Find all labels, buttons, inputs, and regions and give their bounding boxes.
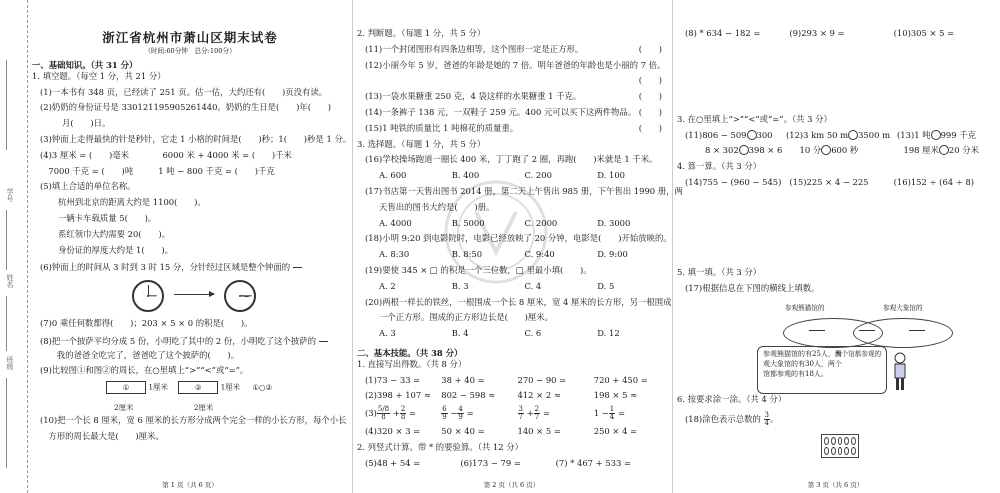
compare-blank[interactable]: ①○② [252,382,273,392]
option-d[interactable]: D. 5 [597,280,615,291]
question-heading: 4. 算一算。（共 3 分） [677,161,762,172]
question-text: (3)钟面上走得最快的针是秒针，它走 1 小格的时间是( )秒；1( )秒是 1 分。 [40,133,352,144]
info-bubble: 参观熊猫馆的有25人，参 观大象馆的有30人，两个 馆都参观的有18人。 [757,346,887,394]
calc-item: 38 + 40 = [441,374,485,385]
binding-line [6,296,7,351]
question-heading: 3. 选择题。（每题 1 分，共 5 分） [357,138,486,149]
calc-item: (8) * 634 − 182 = [685,28,761,38]
question-text: (16)学校操场跑道一圈长 400 米，丁丁跑了 2 圈，再跑( )米就是 1 千米。 [365,154,658,165]
judge-item [357,123,670,139]
compare-circle[interactable] [939,145,949,155]
option-c[interactable]: C. 2000 [524,217,558,228]
calc-item: (6)173 − 79 = [460,457,521,468]
perimeter-figure [32,381,348,403]
binding-line [6,210,7,270]
student-id-label: 学号 [6,188,14,202]
vertical-calc-row [357,458,670,474]
calc-item: (5)48 + 54 = [365,457,421,468]
option-a[interactable]: A. 2 [379,280,396,291]
question-text: (17)根据信息在下图的横线上填数。 [685,282,820,293]
question-text: 方形的周长最大是( )厘米。 [40,431,164,442]
blank-fraction[interactable] [319,334,328,349]
calc-item: (9)293 × 9 = [789,28,845,38]
question-text: (20)两根一样长的铁丝，一根围成一个长 8 厘米，宽 4 厘米的长方形，另一根围成 [365,296,672,307]
question-text: (19)要使 345 × □ 的积是一个三位数，□ 里最小填( )。 [365,264,592,275]
width-label: 1厘米 [220,382,241,392]
compare-circle[interactable] [747,130,757,140]
answer-paren[interactable]: ( ) [638,122,662,133]
question-text: 天售出的图书大约是( )册。 [379,201,495,212]
option-c[interactable]: C. 9:40 [524,249,555,260]
page-2 [352,0,683,493]
compare-left: (11)806 − 509 [685,129,747,140]
width-label: 1厘米 [148,382,168,392]
question-heading: 6. 按要求涂一涂。（共 4 分） [677,394,787,404]
compare-right: 600 秒 [831,145,859,156]
question-text: (7)0 乘任何数都得( )；203 × 5 × 0 的积是( )。 [40,318,253,329]
venn-label-right: 参观大象馆的 [883,304,923,312]
question-text: (18)涂色表示总数的 [685,414,761,424]
calc-item: 1 − $\frac{1}{4}$ = [593,405,625,422]
question-text: 杭州到北京的距离大约是 1100( )。 [58,197,206,208]
question-text: (5)填上合适的单位名称。 [40,181,136,192]
exam-subtitle: （时间:60分钟 总分:100分） [144,47,236,56]
option-d[interactable]: D. 12 [597,328,620,339]
clock-end-icon [224,280,256,312]
question-text: 7000 千克 = ( )吨 1 吨 − 800 千克 = ( )千克 [40,165,275,176]
circle-grid[interactable] [821,434,859,458]
judge-item [357,44,670,60]
blank-both[interactable] [859,330,875,331]
option-b[interactable]: B. 400 [451,170,480,181]
calc-item: 50 × 40 = [441,426,485,437]
question-text: 我的爸爸全吃完了，爸爸吃了这个披萨的( )。 [40,349,240,360]
compare-left: (13)1 吨 [897,129,931,140]
calc-item: (7) * 467 + 533 = [555,457,631,468]
page-footer: 第 3 页（共 6 页） [807,480,864,489]
calc-item: 270 − 90 = [517,374,567,385]
option-d[interactable]: D. 3000 [597,217,631,228]
answer-paren[interactable]: ( ) [638,91,662,102]
calc-item: (3) $\frac{5/8}{8}$ + $\frac{2}{8}$ = [365,405,417,422]
option-b[interactable]: B. 5000 [451,217,485,228]
class-label: 班级 [6,356,14,370]
question-text: 月( )日。 [62,118,111,129]
option-b[interactable]: B. 3 [451,280,469,291]
option-a[interactable]: A. 600 [379,170,407,181]
height-label: 2厘米 [114,403,134,413]
option-c[interactable]: C. 200 [524,170,552,181]
calc-item: 250 × 4 = [593,426,638,437]
judge-item [357,107,670,123]
binding-line [6,378,7,468]
calc-item: 412 × 2 ≈ [517,390,561,401]
blank-elephant-only[interactable] [909,330,925,331]
page-footer: 第 2 页（共 6 页） [483,480,540,489]
height-label: 2厘米 [193,403,214,413]
compare-circle[interactable] [931,130,941,140]
options-row [357,281,670,297]
calc-row [357,426,670,442]
calc-item: (1)73 − 33 = [365,374,421,385]
option-a[interactable]: A. 8:30 [379,249,410,260]
calc-item: 720 + 450 = [593,374,648,385]
blank-fraction[interactable] [293,260,302,275]
compare-left: 10 分 [799,145,822,156]
options-row [357,170,670,186]
question-text: (14)一条裤子 138 元，一双鞋子 259 元。400 元可以买下这两件物品。 [365,106,637,117]
calc-row-fractions [357,406,670,426]
question-text: (10)把一个长 8 厘米，宽 6 厘米的长方形分成两个完全一样的小长方形，每个小长 [40,415,347,426]
calc-item: (2)398 + 107 ≈ [365,390,431,401]
question-text: (17)书店第一天售出图书 2014 册，第二天上午售出 985 册，下午售出 1990 册，两 [365,185,683,196]
compare-right: 999 千克 [940,129,976,140]
calc-item: (16)152 ÷ (64 ÷ 8) [893,176,975,187]
binding-margin [0,0,28,493]
question-text: (11)一个封闭图形有四条边相等，这个图形一定是正方形。 [365,43,584,54]
question-text: (18)小明 9:20 到电影院时，电影已经放映了 20 分钟，电影是( )开始放映的。 [365,233,672,244]
question-heading: 2. 判断题。（每题 1 分，共 5 分） [357,28,486,38]
option-b[interactable]: B. 8:50 [451,249,483,260]
blank-panda-only[interactable] [809,330,825,331]
question-text: 一个正方形。围成的正方形边长是( )厘米。 [379,312,554,323]
compare-right: 300 [756,129,773,140]
calc-item: 802 − 598 ≈ [441,390,496,401]
compare-right: 3500 m [858,129,891,140]
name-label: 姓名 [6,274,14,288]
question-text: 系红领巾大约需要 20( )。 [58,228,170,239]
question-text: (15)1 吨铁的质量比 1 吨棉花的质量重。 [365,122,519,133]
question-clock [32,260,348,276]
options-row [357,249,670,265]
option-a[interactable]: A. 4000 [379,217,412,228]
option-b[interactable]: B. 4 [451,328,469,339]
frac-d: 8 [381,413,386,422]
section-heading: 一、基础知识。（共 31 分） [32,59,138,70]
option-a[interactable]: A. 3 [379,328,396,339]
calc-item: (14)755 − (960 − 545) [685,176,782,187]
clock-start-icon [132,280,164,312]
compare-row [677,130,998,146]
options-row [357,328,670,344]
option-d[interactable]: D. 100 [597,170,625,181]
judge-item [357,91,670,107]
compare-right: 398 × 6 [748,145,783,156]
question-text: (2)奶奶的身份证号是 330121195905261440。奶奶的生日是( )年( ) [40,102,332,113]
venn-elephant [853,318,953,348]
vertical-calc-row [677,28,998,44]
compare-circle[interactable] [739,145,749,155]
option-d[interactable]: D. 9:00 [597,249,628,260]
compare-circle[interactable] [821,145,831,155]
answer-paren[interactable]: ( ) [638,43,662,54]
compare-circle[interactable] [848,130,858,140]
section-heading: 二、基本技能。（共 38 分） [357,347,463,358]
option-c[interactable]: C. 6 [524,328,542,339]
question-text: 身份证的厚度大约是 1( )。 [58,244,174,255]
answer-paren[interactable]: ( ) [638,106,662,117]
question-heading: 1. 填空题。（每空 1 分，共 21 分） [32,70,166,81]
calc-row [357,390,670,406]
venn-label-bottom: 两个馆都参观的 [835,350,882,358]
compare-left: 8 × 302 [705,145,739,156]
binding-line [6,60,7,150]
question-heading: 2. 列竖式计算。带 * 的要验算。（共 12 分） [357,442,523,453]
venn-label-left: 参观熊猫馆的 [785,304,825,312]
question-text: (4)3 厘米 = ( )毫米 6000 米 + 4000 米 = ( )千米 [40,149,292,160]
answer-paren[interactable]: ( ) [638,75,662,86]
question-text: (13)一袋水果糖重 250 克，4 袋这样的水果糖重 1 千克。 [365,91,582,102]
calc-item: (15)225 × 4 − 225 [789,176,869,187]
compare-row [677,145,998,161]
calc-item: (4)320 × 3 = [365,426,421,437]
question-heading: 5. 填一填。（共 3 分） [677,266,762,277]
question-text: (9)比较图①和图②的周长，在○里填上“>”“<”或“=”。 [40,365,249,376]
options-row [357,218,670,234]
calc-item: $\frac{3}{7}$ + $\frac{2}{7}$ = [518,405,550,422]
calc-item: $\frac{6}{9}$ − $\frac{4}{9}$ = [442,405,474,422]
option-c[interactable]: C. 4 [524,280,542,291]
compare-left: (12)3 km 50 m [785,129,849,140]
question-pizza [32,334,348,350]
question-heading: 1. 直接写出得数。（共 8 分） [357,358,467,369]
calc-item: (10)305 × 5 = [893,28,955,38]
calc-item: 140 × 5 = [517,426,561,437]
arrow-icon [174,294,214,295]
page-footer: 第 1 页（共 6 页） [162,480,218,489]
fraction-label: $\frac{3}{4}$ [764,411,769,427]
figure-2: ② [178,381,218,394]
question-text: (6)钟面上的时间从 3 时到 3 时 15 分，分针经过区域是整个钟面的 [40,262,291,273]
calc-row [677,177,998,193]
judge-item [357,75,670,91]
calc-row [357,375,670,391]
page-1 [32,0,352,493]
exam-title: 浙江省杭州市萧山区期末试卷 [102,30,278,45]
question-heading: 3. 在○里填上“>”“<”或“=”。（共 3 分） [677,113,832,124]
compare-right: 20 分米 [948,145,979,156]
height-labels [32,403,348,415]
compare-left: 198 厘米 [903,145,939,156]
question-colour: (18)涂色表示总数的 $\frac{3}{4}$ 。 [685,411,779,427]
clock-figure [32,276,348,318]
page-3 [672,0,998,493]
question-text: (1)一本书有 348 页，已经读了 251 页。估一估，大约还有( )页没有读。 [40,86,328,97]
question-text: (12)小丽今年 5 岁，爸爸的年龄是她的 7 倍。明年爸爸的年龄也是小丽的 7 倍。 [365,59,666,70]
question-text: (8)把一个披萨平均分成 5 份，小明吃了其中的 2 份，小明吃了这个披萨的 [40,335,317,346]
question-text: 一辆卡车载质量 5( )。 [58,212,157,223]
figure-1: ① [106,381,146,394]
student-figure-icon [891,352,909,392]
calc-item: 198 × 5 ≈ [593,390,638,401]
